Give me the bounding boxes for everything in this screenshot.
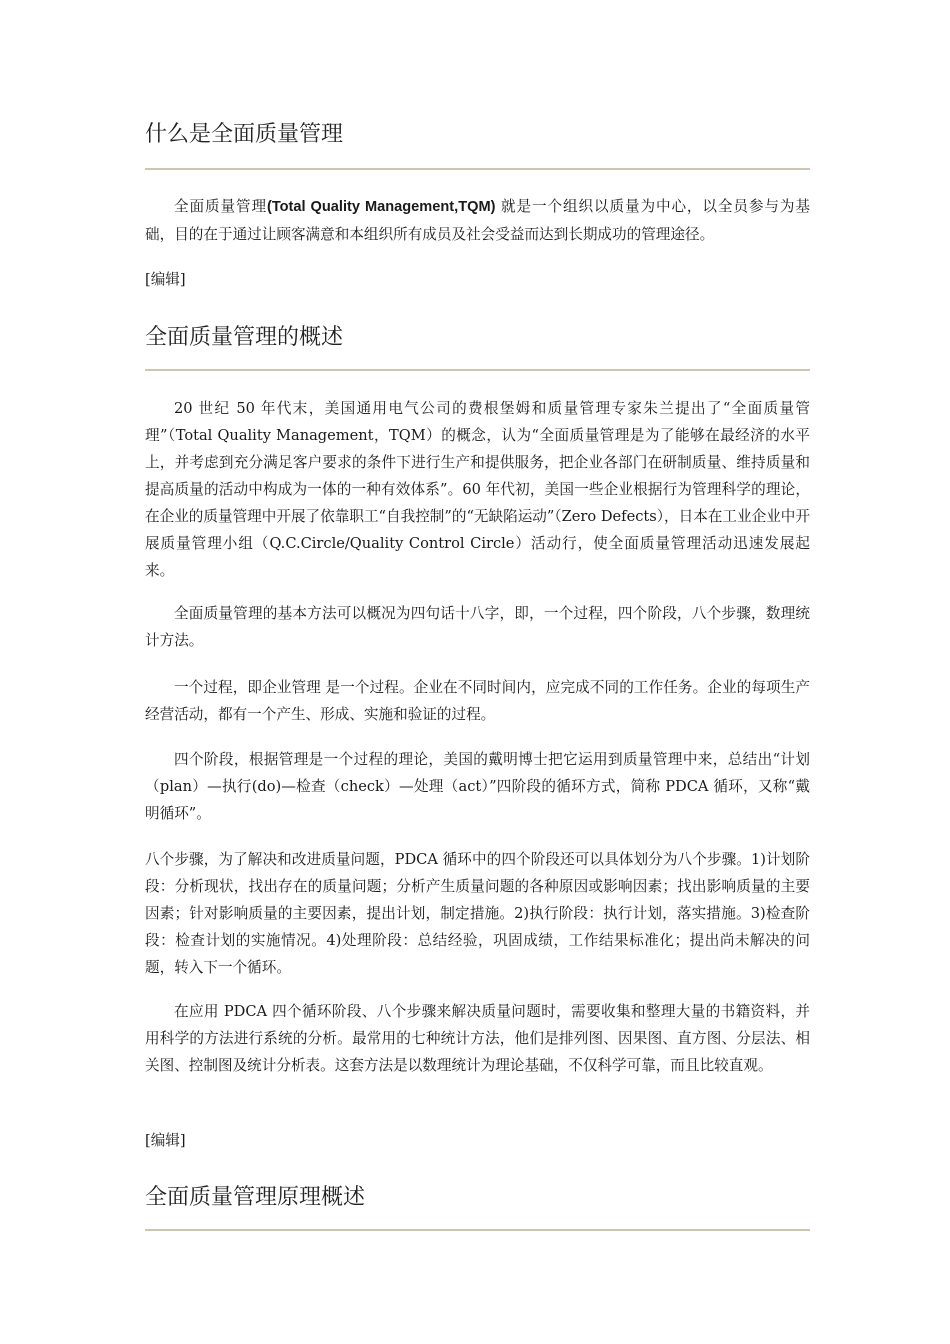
paragraph-seven-tools: 在应用 PDCA 四个循环阶段、八个步骤来解决质量问题时，需要收集和整理大量的书籍资料，并用科学的方法进行系统的分析。最常用的七种统计方法，他们是排列图、因果图、直方图、分层法、相关图、控制图及统计分析表。这套方法是以数理统计为理论基础，不仅科学可靠，而且比较直观。 bbox=[145, 1003, 810, 1074]
definition-text-start: 全面质量管理 bbox=[174, 198, 267, 215]
edit-link-section-1[interactable]: [编辑] bbox=[145, 271, 186, 288]
definition-term-bold: (Total Quality Management,TQM) bbox=[266, 199, 496, 215]
section-divider bbox=[145, 1229, 810, 1231]
edit-link-section-2[interactable]: [编辑] bbox=[145, 1132, 186, 1149]
definition-text-end: 就是一个组织以质量为中心，以全员参与为基础，目的在于通过让顾客满意和本组织所有成员及社会受益而达到长期成功的管理途径。 bbox=[145, 198, 810, 243]
paragraph-tqm-definition bbox=[145, 193, 810, 248]
paragraph-one-process: 一个过程，即企业管理 是一个过程。企业在不同时间内，应完成不同的工作任务。企业的每项生产经营活动，都有一个产生、形成、实施和验证的过程。 bbox=[145, 679, 810, 723]
section-title-tqm-overview: 全面质量管理的概述 bbox=[145, 325, 344, 350]
section-title-tqm-principles: 全面质量管理原理概述 bbox=[145, 1185, 366, 1210]
section-divider bbox=[145, 369, 810, 371]
paragraph-basic-method: 全面质量管理的基本方法可以概况为四句话十八字，即，一个过程，四个阶段，八个步骤，数理统计方法。 bbox=[145, 605, 810, 649]
paragraph-four-stages: 四个阶段，根据管理是一个过程的理论，美国的戴明博士把它运用到质量管理中来，总结出“计划（plan）—执行(do)—检查（check）—处理（act）”四阶段的循环方式，简称 PDCA 循环，又称“戴明循环”。 bbox=[145, 751, 810, 822]
paragraph-history: 20 世纪 50 年代末，美国通用电气公司的费根堡姆和质量管理专家朱兰提出了“全面质量管理”（Total Quality Management，TQM）的概念，认为“全面质量管理是为了能够在最经济的水平上，并考虑到充分满足客户要求的条件下进行生产和提供服务，把企业各部门在研制质量、维持质量和提高质量的活动中构成为一体的一种有效体系”。60 年代初，美国一些企业根据行为管理科学的理论，在企业的质量管理中开展了依靠职工“自我控制”的“无缺陷运动”（Zero Defects），日本在工业企业中开展质量管理小组（Q.C.Circle/Quality Control Circle）活动行，使全面质量管理活动迅速发展起来。 bbox=[145, 400, 810, 579]
section-divider bbox=[145, 168, 810, 170]
paragraph-eight-steps: 八个步骤，为了解决和改进质量问题，PDCA 循环中的四个阶段还可以具体划分为八个步骤。1)计划阶段：分析现状，找出存在的质量问题；分析产生质量问题的各种原因或影响因素；找出影响质量的主要因素；针对影响质量的主要因素，提出计划，制定措施。2)执行阶段：执行计划，落实措施。3)检查阶段：检查计划的实施情况。4)处理阶段：总结经验，巩固成绩，工作结果标准化；提出尚未解决的问题，转入下一个循环。 bbox=[145, 851, 810, 976]
section-title-what-is-tqm: 什么是全面质量管理 bbox=[145, 122, 344, 147]
